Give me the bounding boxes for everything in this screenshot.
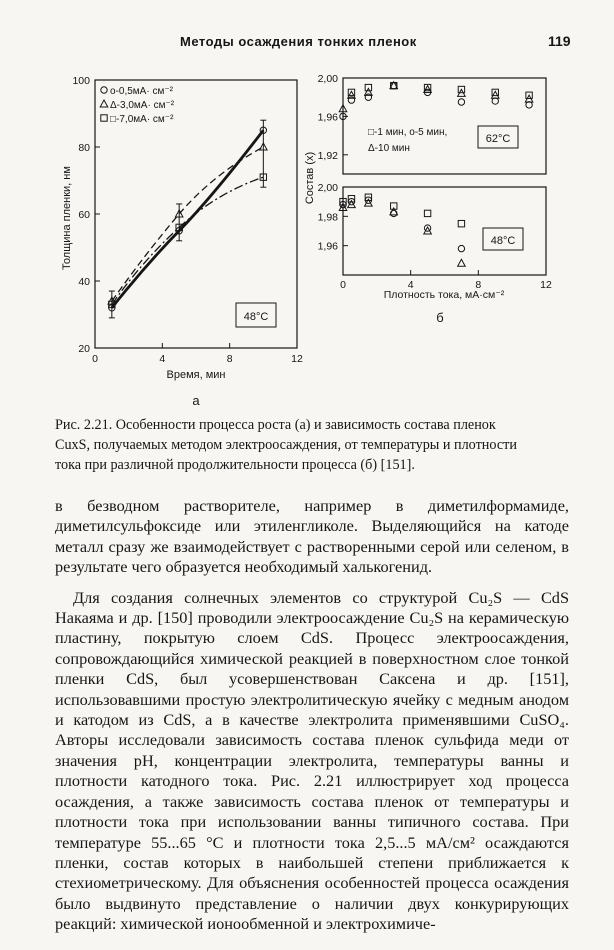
panel-b-bottom-plot <box>339 194 465 266</box>
panel-b-x-axis <box>340 270 552 291</box>
figure-caption <box>55 415 569 475</box>
panel-a-x-tick-label-0: 0 <box>92 353 98 365</box>
panel-b-x-tick-label-2: 8 <box>475 279 482 291</box>
panel-b-legend-line1: □-1 мин, о-5 мин, <box>368 127 448 138</box>
panel-a-y-tick-label-4: 100 <box>72 75 90 87</box>
panel-a-legend <box>110 86 175 125</box>
panel-a-legend-2: Δ-3,0мА· см⁻² <box>110 100 175 111</box>
panel-b-bottom-frame <box>343 187 546 275</box>
panel-b-bottom-temperature: 48°C <box>490 235 516 247</box>
panel-a-x-tick-label-1: 4 <box>159 353 166 365</box>
panel-b-top-series-2-point-7 <box>492 98 498 104</box>
panel-a-y-axis <box>72 75 100 355</box>
panel-b-bottom-series-1-point-5 <box>424 210 430 216</box>
panel-a-xlabel: Время, мин <box>166 369 226 381</box>
panel-a-legend-marker-1 <box>101 87 107 93</box>
panel-b-bottom-series-1-point-6 <box>458 220 464 226</box>
paragraph-1: в безводном растворителе, например в диметилформамиде, диметилсульфоксиде или этиленгликоле. Выделяющийся на катоде металл сразу же взаимодействует с растворенными серой или селеном, в результате чего образуется необходимый халькогенид. <box>55 496 569 577</box>
panel-b-bottom-y-tick-label-0: 1,96 <box>317 240 338 253</box>
panel-b-xlabel: Плотность тока, мА·см⁻² <box>383 289 505 301</box>
panel-a-y-tick-label-3: 80 <box>78 142 90 154</box>
panel-b-top-series-2-point-8 <box>526 102 532 108</box>
panel-a-legend-1: о-0,5мА· см⁻² <box>110 86 173 97</box>
panel-b-top-y-tick-label-0: 1,92 <box>317 149 338 162</box>
panel-a-ylabel: Толщина пленки, нм <box>61 166 73 270</box>
panel-a-legend-marker-3 <box>101 115 107 121</box>
panel-a-series-1-line <box>112 130 264 308</box>
page-header <box>0 34 614 54</box>
panel-a-x-tick-label-2: 8 <box>226 353 233 365</box>
panel-a-y-tick-label-0: 20 <box>78 343 90 355</box>
page-number: 119 <box>548 33 571 49</box>
panel-b-x-tick-label-3: 12 <box>540 279 552 291</box>
caption-line-3: тока при различной продолжительности процесса (б) [151]. <box>55 457 415 473</box>
panel-b-x-tick-label-0: 0 <box>340 279 346 291</box>
caption-line-2: CuxS, получаемых методом электроосаждения, от температуры и плотности <box>55 437 517 453</box>
panel-a-series-3-line <box>112 177 264 304</box>
panel-a-x-tick-label-3: 12 <box>291 353 303 365</box>
panel-a <box>61 75 303 408</box>
panel-a-temperature: 48°C <box>243 311 269 323</box>
panel-b-top-y-tick-label-2: 2,00 <box>317 73 338 85</box>
figure-2-21 <box>0 60 614 410</box>
panel-b-bottom-y-tick-label-1: 1,98 <box>317 211 338 224</box>
panel-b-bottom-y-tick-label-2: 2,00 <box>317 182 338 194</box>
panel-a-legend-marker-2 <box>100 100 108 107</box>
panel-a-legend-3: □-7,0мА· см⁻² <box>110 114 174 125</box>
body-text <box>55 496 569 945</box>
panel-b-top-plot <box>339 82 533 120</box>
panel-b-top-y-tick-label-1: 1,96 <box>317 111 338 124</box>
panel-b-bottom-series-3-point-6 <box>458 259 466 266</box>
panel-a-y-tick-label-1: 40 <box>78 276 90 288</box>
panel-b-x-tick-label-1: 4 <box>407 279 414 291</box>
panel-b-top-series-3-point-7 <box>491 91 499 98</box>
panel-b-ylabel: Состав (x) <box>304 151 316 205</box>
panel-b-legend-line2: Δ-10 мин <box>368 143 410 154</box>
panel-a-y-tick-label-2: 60 <box>78 209 90 221</box>
running-title: Методы осаждения тонких пленок <box>180 34 417 49</box>
panel-b-label: б <box>436 310 444 325</box>
panel-a-label: а <box>192 393 200 408</box>
panel-b-bottom-series-2-point-6 <box>458 245 464 251</box>
panel-b <box>304 73 552 325</box>
panel-a-x-axis <box>92 343 303 365</box>
panel-b-top-temperature: 62°C <box>485 133 511 145</box>
panel-b-top-series-2-point-6 <box>458 99 464 105</box>
caption-line-1: Рис. 2.21. Особенности процесса роста (а) и зависимость состава пленок <box>55 417 496 433</box>
paragraph-2: Для создания солнечных элементов со структурой Cu₂S — CdS Накаяма и др. [150] проводили электроосаждение Cu₂S на керамическую пластину, покрытую слоем CdS. Процесс электроосаждения, сопровождающийся химической реакцией в поверхностном слое тонкой пленки CdS, был усовершенствован Саксена и др. [151], использовавшими простую электролитическую ячейку с медным анодом и катодом из CdS, а в качестве электролита применявшими CuSO₄. Авторы исследовали зависимость состава пленок сульфида меди от значения pH, концентрации электролита, температуры ванны и плотности катодного тока. Рис. 2.21 иллюстрирует ход процесса осаждения, а также зависимость состава пленок от температуры и плотности тока при использовании ванны типичного состава. При температуре 55...65 °C и плотности тока 2,5...5 мА/см² осаждаются пленки, состав которых в наибольшей степени приближается к стехиометрическому. Для объяснения особенностей процесса осаждения было выдвинуто представление о наличии двух конкурирующих реакций: химической ионообменной и электрохимиче- <box>55 587 569 934</box>
